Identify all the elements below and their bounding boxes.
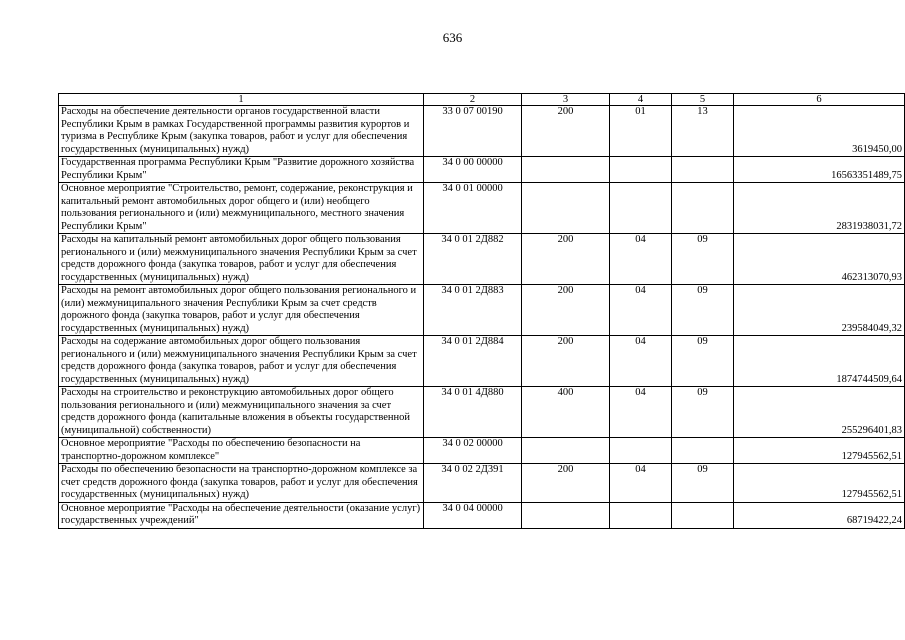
row-rz: 04	[610, 336, 672, 387]
row-pr: 09	[672, 464, 734, 503]
row-vr: 200	[522, 285, 610, 336]
row-amount: 68719422,24	[734, 502, 905, 528]
table-row	[59, 183, 905, 234]
row-code: 34 0 01 2Д884	[424, 336, 522, 387]
row-code: 34 0 04 00000	[424, 502, 522, 528]
row-pr: 13	[672, 106, 734, 157]
row-rz: 04	[610, 285, 672, 336]
table-row	[59, 387, 905, 438]
row-pr	[672, 157, 734, 183]
row-pr	[672, 183, 734, 234]
row-rz	[610, 157, 672, 183]
row-code: 34 0 01 2Д883	[424, 285, 522, 336]
row-rz	[610, 183, 672, 234]
table-row	[59, 336, 905, 387]
row-name: Основное мероприятие "Строительство, ремонт, содержание, реконструкция и капитальный ремонт автомобильных дорог общего и (или) необщего пользования регионального и (или) межмуниципального, местного значения Республики Крым"	[59, 183, 424, 234]
row-amount: 239584049,32	[734, 285, 905, 336]
table-row	[59, 106, 905, 157]
row-name: Расходы на содержание автомобильных дорог общего пользования регионального и (или) межмуниципального значения Республики Крым за счет средств дорожного фонда (закупка товаров, работ и услуг для обеспечения государственных (муниципальных) нужд)	[59, 336, 424, 387]
table-row	[59, 502, 905, 528]
row-vr: 400	[522, 387, 610, 438]
table-row	[59, 464, 905, 503]
row-amount: 255296401,83	[734, 387, 905, 438]
header-cell-3: 3	[522, 94, 610, 106]
row-name: Основное мероприятие "Расходы по обеспечению безопасности на транспортно-дорожном комплексе"	[59, 438, 424, 464]
row-pr: 09	[672, 387, 734, 438]
table-row	[59, 285, 905, 336]
row-rz: 04	[610, 464, 672, 503]
header-cell-1: 1	[59, 94, 424, 106]
row-code: 34 0 02 2Д391	[424, 464, 522, 503]
row-name: Государственная программа Республики Крым "Развитие дорожного хозяйства Республики Крым"	[59, 157, 424, 183]
row-vr: 200	[522, 106, 610, 157]
row-rz	[610, 502, 672, 528]
row-vr: 200	[522, 336, 610, 387]
row-code: 34 0 00 00000	[424, 157, 522, 183]
header-cell-4: 4	[610, 94, 672, 106]
row-code: 34 0 01 2Д882	[424, 234, 522, 285]
row-pr: 09	[672, 285, 734, 336]
row-vr: 200	[522, 464, 610, 503]
row-vr	[522, 157, 610, 183]
row-name: Расходы на строительство и реконструкцию автомобильных дорог общего пользования регионального и (или) межмуниципального значения за счет средств дорожного фонда (капитальные вложения в объекты государственной (муниципальной) собственности)	[59, 387, 424, 438]
header-cell-5: 5	[672, 94, 734, 106]
row-pr	[672, 502, 734, 528]
row-rz: 04	[610, 234, 672, 285]
row-name: Расходы по обеспечению безопасности на транспортно-дорожном комплексе за счет средств дорожного фонда (закупка товаров, работ и услуг для обеспечения государственных (муниципальных) нужд)	[59, 464, 424, 503]
budget-table	[58, 93, 905, 529]
header-row	[59, 94, 905, 106]
row-pr	[672, 438, 734, 464]
row-pr: 09	[672, 336, 734, 387]
row-vr	[522, 438, 610, 464]
row-vr: 200	[522, 234, 610, 285]
page-number: 636	[442, 30, 463, 45]
row-code: 34 0 01 4Д880	[424, 387, 522, 438]
row-amount: 16563351489,75	[734, 157, 905, 183]
row-pr: 09	[672, 234, 734, 285]
row-vr	[522, 502, 610, 528]
row-amount: 127945562,51	[734, 464, 905, 503]
row-vr	[522, 183, 610, 234]
row-code: 34 0 02 00000	[424, 438, 522, 464]
header-cell-2: 2	[424, 94, 522, 106]
table-row	[59, 157, 905, 183]
header-cell-6: 6	[734, 94, 905, 106]
row-name: Основное мероприятие "Расходы на обеспечение деятельности (оказание услуг) государственных учреждений"	[59, 502, 424, 528]
row-rz: 01	[610, 106, 672, 157]
row-code: 33 0 07 00190	[424, 106, 522, 157]
row-name: Расходы на капитальный ремонт автомобильных дорог общего пользования регионального и (или) межмуниципального значения Республики Крым за счет средств дорожного фонда (закупка товаров, работ и услуг для обеспечения государственных (муниципальных) нужд)	[59, 234, 424, 285]
table-row	[59, 234, 905, 285]
row-name: Расходы на ремонт автомобильных дорог общего пользования регионального и (или) межмуниципального значения Республики Крым за счет средств дорожного фонда (закупка товаров, работ и услуг для обеспечения государственных (муниципальных) нужд)	[59, 285, 424, 336]
row-amount: 3619450,00	[734, 106, 905, 157]
row-code: 34 0 01 00000	[424, 183, 522, 234]
row-rz	[610, 438, 672, 464]
row-amount: 1874744509,64	[734, 336, 905, 387]
row-amount: 462313070,93	[734, 234, 905, 285]
row-rz: 04	[610, 387, 672, 438]
row-amount: 2831938031,72	[734, 183, 905, 234]
row-amount: 127945562,51	[734, 438, 905, 464]
row-name: Расходы на обеспечение деятельности органов государственной власти Республики Крым в рамках Государственной программы развития курортов и туризма в Республике Крым (закупка товаров, работ и услуг для обеспечения государственных (муниципальных) нужд)	[59, 106, 424, 157]
table-row	[59, 438, 905, 464]
